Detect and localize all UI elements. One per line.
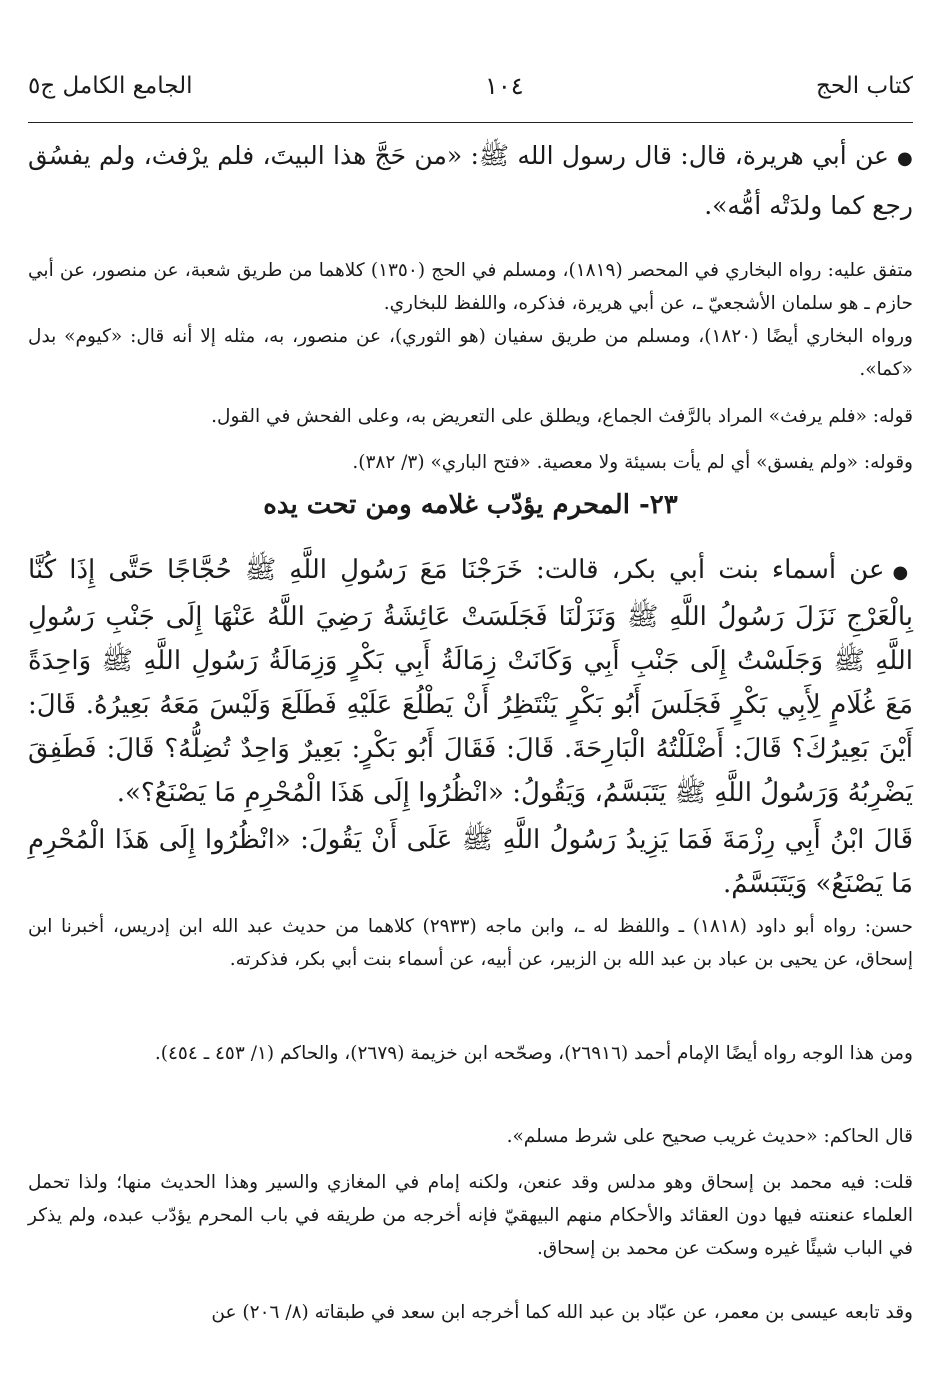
hadith-1 (28, 132, 913, 229)
notes-2a (28, 910, 913, 976)
running-title-right: كتاب الحج (816, 73, 913, 99)
note-paragraph: قلت: فيه محمد بن إسحاق وهو مدلس وقد عنعن، ولكنه إمام في المغازي والسير وهذا الحديث منها؛ ولذا تحمل العلماء عنعنته فيها دون العقائد والأحكام منهم البيهقيّ فإنه أخرجه من طريقه في باب المحرم يؤدّب عبده، ولم يذكر في الباب شيئًا غيره وسكت عن محمد بن إسحاق. (28, 1172, 913, 1259)
hadith-2 (28, 548, 913, 815)
note-paragraph: قوله: «فلم يرفث» المراد بالرَّفث الجماع، ويطلق على التعريض به، وعلى الفحش في القول. (211, 406, 913, 427)
book-page (28, 0, 913, 1375)
note-paragraph: قال الحاكم: «حديث غريب صحيح على شرط مسلم». (506, 1126, 913, 1147)
note-paragraph: متفق عليه: رواه البخاري في المحصر (١٨١٩)، ومسلم في الحج (١٣٥٠) كلاهما من طريق شعبة، عن منصور، عن أبي حازم ـ هو سلمان الأشجعيّ ـ، عن أبي هريرة، فذكره، واللفظ للبخاري. (28, 260, 913, 314)
bullet-icon: ● (892, 562, 913, 583)
page-number: ١٠٤ (484, 72, 524, 100)
note-paragraph: وقد تابعه عيسى بن معمر، عن عبّاد بن عبد الله كما أخرجه ابن سعد في طبقاته (٨/ ٢٠٦) عن (211, 1302, 913, 1323)
note-paragraph: حسن: رواه أبو داود (١٨١٨) ـ واللفظ له ـ، وابن ماجه (٢٩٣٣) كلاهما من حديث عبد الله ابن إدريس، أخبرنا ابن إسحاق، عن يحيى بن عباد بن عبد الله بن الزبير، عن أبيه، عن أسماء بنت أبي بكر، فذكرته. (28, 916, 913, 970)
notes-1c (28, 400, 913, 433)
section-heading: ٢٣- المحرم يؤدّب غلامه ومن تحت يده (263, 490, 678, 520)
notes-1d (28, 446, 913, 479)
header-rule (28, 122, 913, 123)
hadith-1-text: عن أبي هريرة، قال: قال رسول الله ﷺ: «من حَجَّ هذا البيتَ، فلم يرْفث، ولم يفسُق رجع كما ولدَتْه أمُّه». (28, 141, 913, 220)
notes-2b (28, 1037, 913, 1070)
hadith-2-continuation-text: قَالَ ابْنُ أَبِي رِزْمَةَ فَمَا يَزِيدُ رَسُولُ اللَّهِ ﷺ عَلَى أَنْ يَقُولَ: «انْظُرُوا إِلَى هَذَا الْمُحْرِمِ مَا يَصْنَعُ» وَيَتَبَسَّمُ. (28, 825, 913, 899)
notes-1b (28, 320, 913, 386)
note-paragraph: ومن هذا الوجه رواه أيضًا الإمام أحمد (٢٦٩١٦)، وصحّحه ابن خزيمة (٢٦٧٩)، والحاكم (١/ ٤٥٣ ـ ٤٥٤). (154, 1043, 913, 1064)
running-title-left: الجامع الكامل ج٥ (28, 73, 193, 99)
notes-1 (28, 254, 913, 320)
hadith-2-continuation (28, 818, 913, 906)
notes-2c (28, 1120, 913, 1153)
notes-2d (28, 1166, 913, 1265)
bullet-icon: ● (896, 148, 913, 169)
page-header (28, 58, 913, 114)
note-paragraph: ورواه البخاري أيضًا (١٨٢٠)، ومسلم من طريق سفيان (هو الثوري)، عن منصور، به، مثله إلا أنه قال: «كيوم» بدل «كما». (28, 326, 913, 380)
notes-2e (28, 1296, 913, 1329)
hadith-2-text: عن أسماء بنت أبي بكر، قالت: خَرَجْنَا مَعَ رَسُولِ اللَّهِ ﷺ حُجَّاجًا حَتَّى إِذَا كُنَّا بِالْعَرْجِ نَزَلَ رَسُولُ اللَّهِ ﷺ وَنَزَلْنَا فَجَلَسَتْ عَائِشَةُ رَضِيَ اللَّهُ عَنْهَا إِلَى جَنْبِ رَسُولِ اللَّهِ ﷺ وَجَلَسْتُ إِلَى جَنْبِ أَبِي وَكَانَتْ زِمَالَةُ أَبِي بَكْرٍ وَزِمَالَةُ رَسُولِ اللَّهِ ﷺ وَاحِدَةً مَعَ غُلَامٍ لِأَبِي بَكْرٍ فَجَلَسَ أَبُو بَكْرٍ يَنْتَظِرُ أَنْ يَطْلُعَ عَلَيْهِ فَطَلَعَ وَلَيْسَ مَعَهُ بَعِيرُهُ. قَالَ: أَيْنَ بَعِيرُكَ؟ قَالَ: أَضْلَلْتُهُ الْبَارِحَةَ. قَالَ: فَقَالَ أَبُو بَكْرٍ: بَعِيرٌ وَاحِدٌ تُضِلُّهُ؟ قَالَ: فَطَفِقَ يَضْرِبُهُ وَرَسُولُ اللَّهِ ﷺ يَتَبَسَّمُ، وَيَقُولُ: «انْظُرُوا إِلَى هَذَا الْمُحْرِمِ مَا يَصْنَعُ؟». (28, 555, 913, 808)
note-paragraph: وقوله: «ولم يفسق» أي لم يأت بسيئة ولا معصية. «فتح الباري» (٣/ ٣٨٢). (352, 452, 913, 473)
